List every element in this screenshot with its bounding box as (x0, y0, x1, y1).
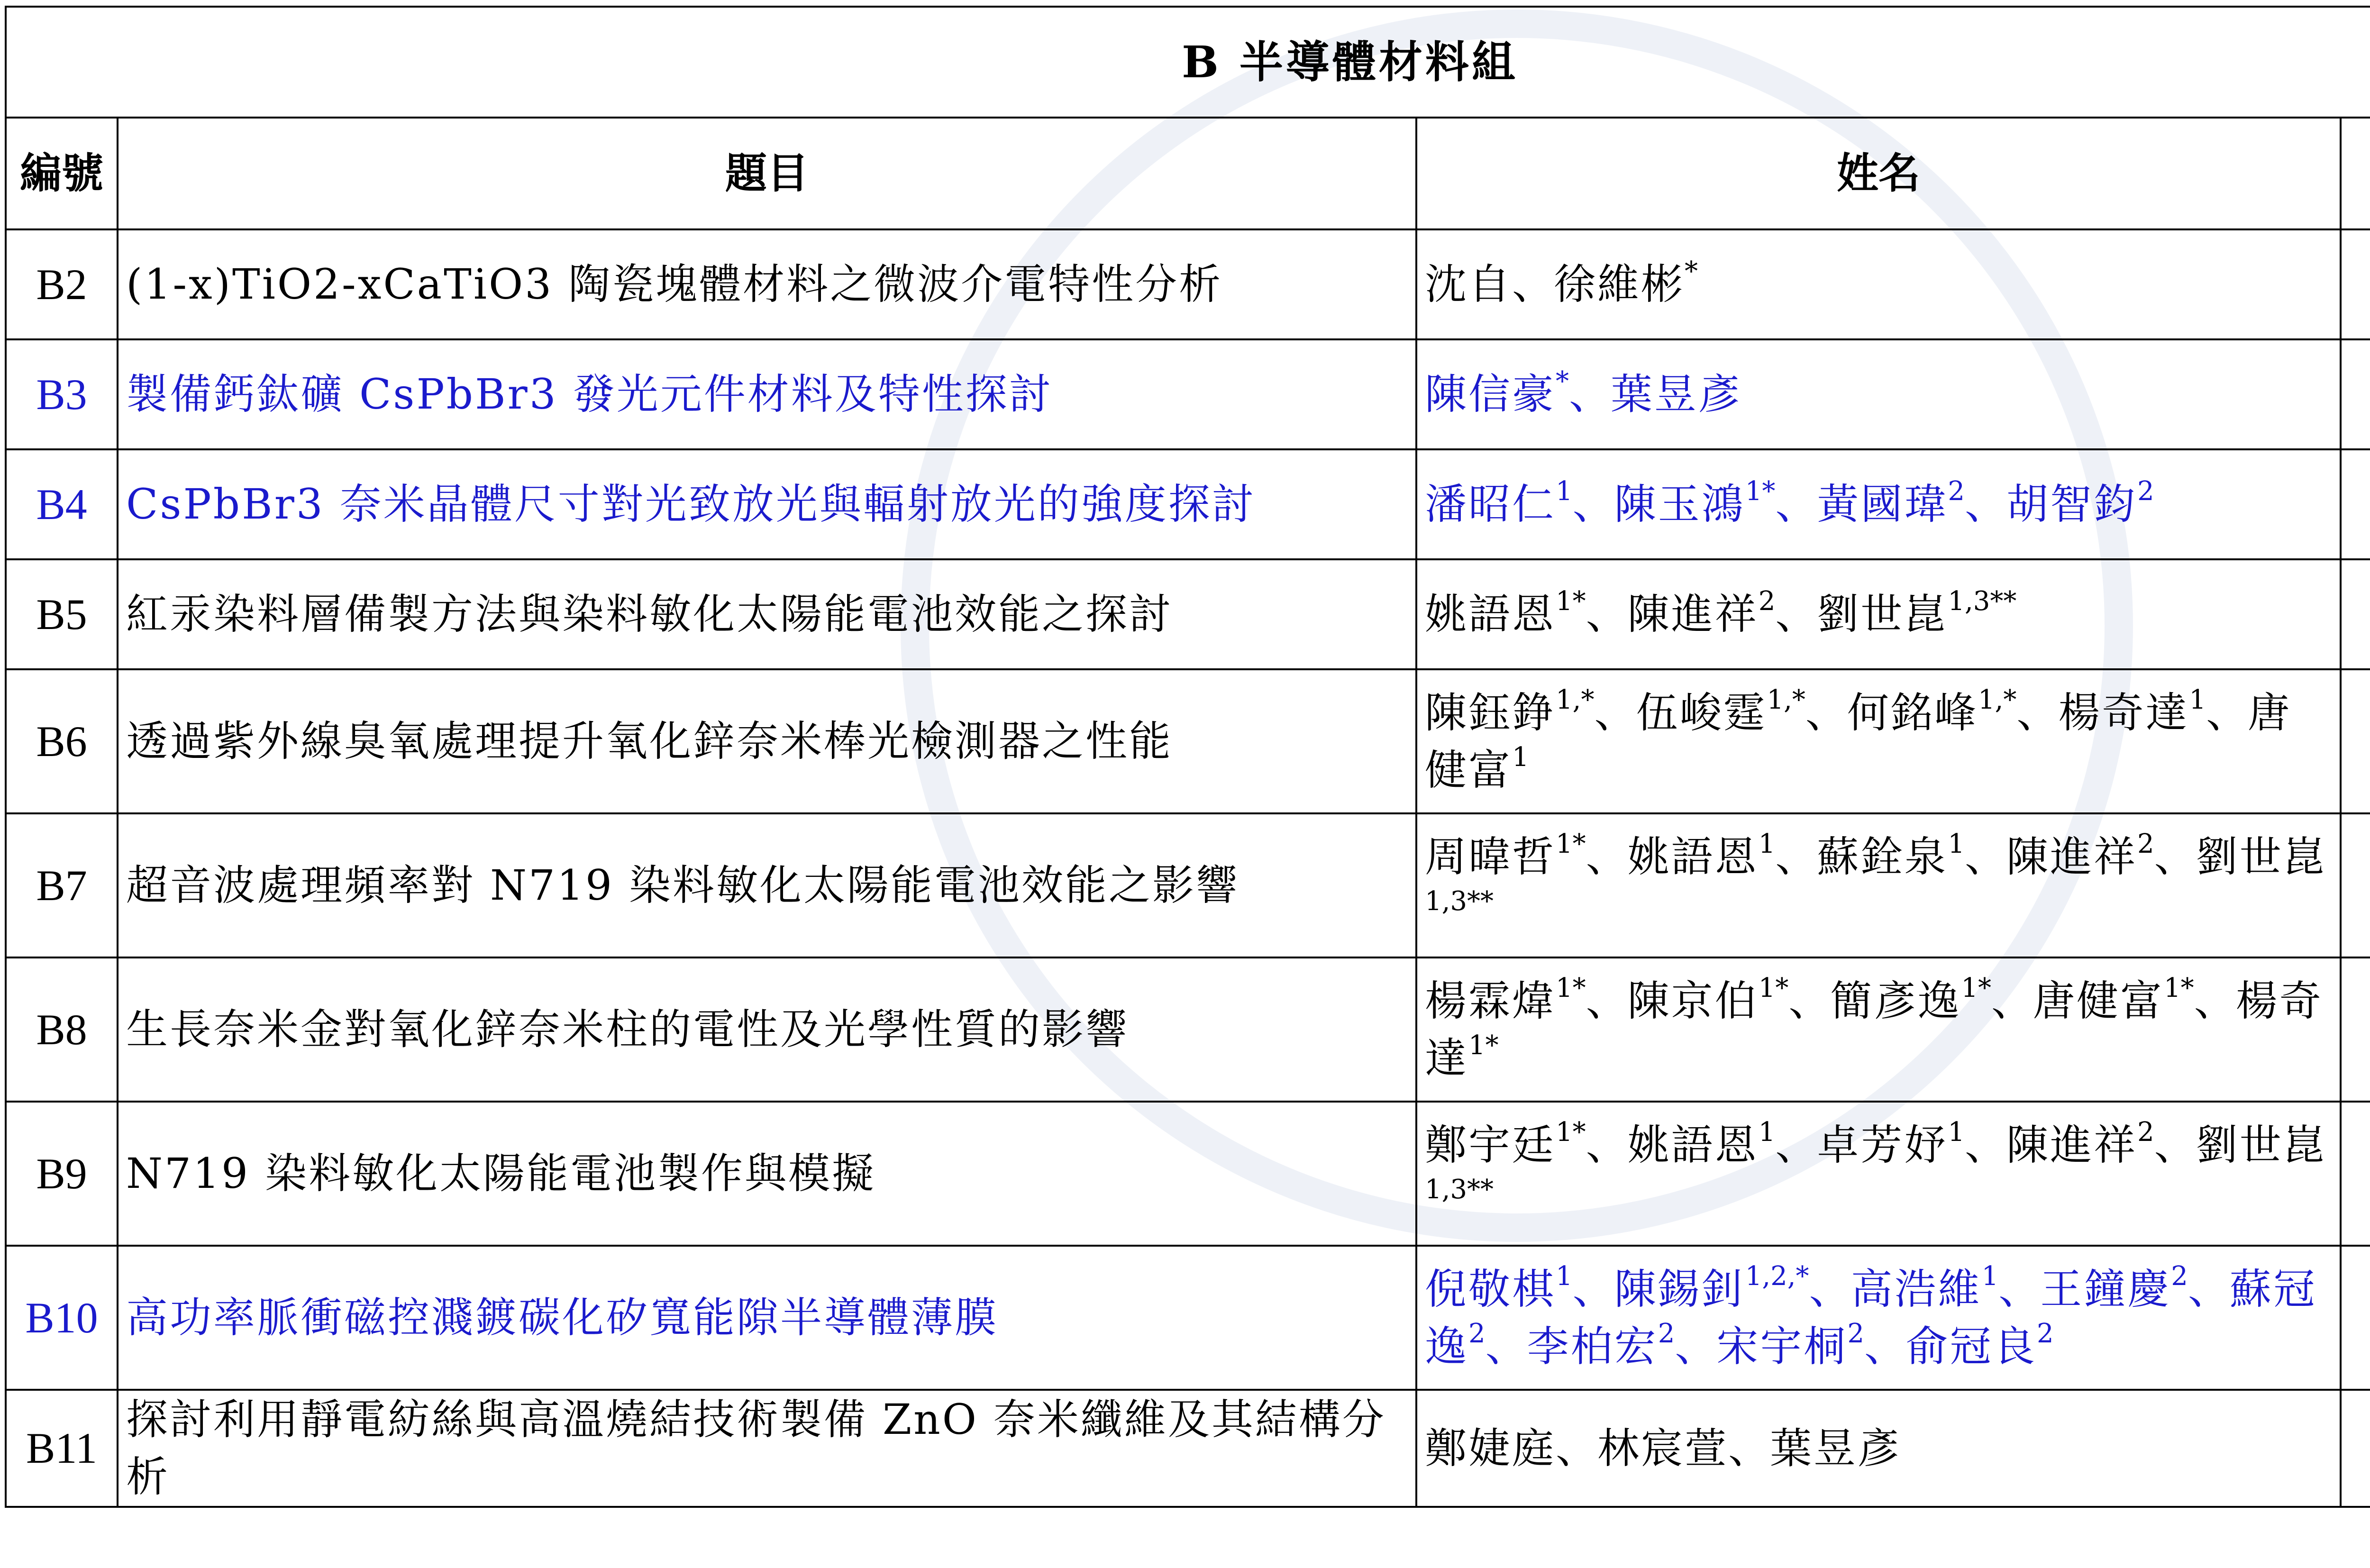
author-affiliation: 1* (1556, 586, 1586, 617)
header-id: 編號 (6, 118, 118, 229)
presentation-type (2341, 1390, 2370, 1507)
author-affiliation: 1 (1948, 828, 1965, 859)
author-list (1416, 449, 2341, 559)
table-row (6, 1390, 2370, 1507)
author-separator: 、 (2206, 688, 2248, 737)
author-separator: 、 (1965, 480, 2007, 529)
author-affiliation: 1* (1745, 476, 1776, 507)
paper-id: B3 (6, 339, 118, 449)
header-type (2341, 118, 2370, 229)
author-name: 周暐哲 (1425, 832, 1556, 881)
author-affiliation: 1* (1468, 1030, 1499, 1061)
header-row (6, 118, 2370, 229)
author-separator: 、 (1556, 1423, 1598, 1473)
author-name: 鄭宇廷 (1425, 1120, 1556, 1169)
author-list (1416, 1390, 2341, 1507)
group-title: B 半導體材料組 (6, 7, 2370, 118)
author-affiliation: 1,* (1556, 684, 1595, 715)
paper-id: B6 (6, 669, 118, 813)
author-separator: 、 (1864, 1322, 1906, 1371)
author-name: 黃國瑋 (1817, 480, 1948, 529)
author-separator: 、 (1675, 1322, 1717, 1371)
author-name: 林宸萱 (1597, 1423, 1729, 1473)
author-name: 李柏宏 (1527, 1322, 1658, 1371)
author-separator: 、 (2194, 976, 2236, 1025)
author-affiliation: 2 (2037, 1318, 2054, 1349)
author-separator: 、 (1775, 480, 1817, 529)
author-affiliation: 1,3** (1425, 1174, 1494, 1205)
table-row (6, 813, 2370, 957)
author-affiliation: * (1685, 256, 1698, 287)
author-name: 陳進祥 (1627, 590, 1759, 639)
table-body (6, 229, 2370, 1507)
author-name: 陳錫釗 (1614, 1264, 1745, 1313)
author-affiliation: 1* (1758, 972, 1789, 1003)
author-separator: 、 (2154, 832, 2196, 881)
author-affiliation: 1,2,* (1745, 1260, 1809, 1292)
author-separator: 、 (1586, 976, 1628, 1025)
author-affiliation: 2 (1948, 476, 1965, 507)
author-affiliation: 2 (1847, 1318, 1864, 1349)
paper-title: N719 染料敏化太陽能電池製作與模擬 (118, 1102, 1416, 1246)
presentation-type (2341, 1246, 2370, 1390)
author-affiliation: 1,* (1767, 684, 1805, 715)
author-name: 鄭婕庭 (1425, 1423, 1556, 1473)
author-separator: 、 (1572, 1264, 1614, 1313)
author-separator: 、 (2016, 688, 2059, 737)
author-list (1416, 1102, 2341, 1246)
author-affiliation: 2 (2137, 476, 2154, 507)
author-affiliation: 1,3** (1425, 885, 1494, 917)
author-affiliation: 1,3** (1948, 586, 2017, 617)
paper-title: CsPbBr3 奈米晶體尺寸對光致放光與輻射放光的強度探討 (118, 449, 1416, 559)
author-name: 沈自 (1425, 260, 1513, 309)
author-name: 楊霖煒 (1425, 976, 1556, 1025)
author-separator: 、 (1965, 832, 2007, 881)
presentation-type (2341, 1102, 2370, 1246)
author-list (1416, 229, 2341, 339)
author-affiliation: 2 (2137, 1116, 2154, 1148)
presentation-type (2341, 813, 2370, 957)
author-separator: 、 (1965, 1120, 2007, 1169)
author-separator: 、 (1586, 832, 1628, 881)
author-name: 劉世崑 (2196, 1120, 2327, 1169)
author-list (1416, 1246, 2341, 1390)
author-separator: 、 (1586, 590, 1628, 639)
author-separator: 、 (1788, 976, 1831, 1025)
author-name: 卓芳妤 (1817, 1120, 1948, 1169)
author-name: 王鐘慶 (2040, 1264, 2171, 1313)
table-row (6, 449, 2370, 559)
presentation-type (2341, 559, 2370, 669)
author-affiliation: 1 (1556, 1260, 1573, 1292)
author-separator: 、 (1728, 1423, 1770, 1473)
author-list (1416, 957, 2341, 1102)
author-separator: 、 (2188, 1264, 2230, 1313)
author-separator: 、 (1569, 370, 1611, 419)
author-affiliation: 1 (1758, 828, 1776, 859)
author-name: 胡智鈞 (2006, 480, 2138, 529)
schedule-table (5, 6, 2370, 1508)
author-separator: 、 (1991, 976, 2033, 1025)
paper-id: B2 (6, 229, 118, 339)
author-name: 簡彥逸 (1830, 976, 1961, 1025)
paper-title: 探討利用靜電紡絲與高溫燒結技術製備 ZnO 奈米纖維及其結構分析 (118, 1390, 1416, 1507)
header-authors: 姓名 (1416, 118, 2341, 229)
paper-title: 製備鈣鈦礦 CsPbBr3 發光元件材料及特性探討 (118, 339, 1416, 449)
table-row (6, 957, 2370, 1102)
author-separator: 、 (1809, 1264, 1851, 1313)
presentation-type (2341, 339, 2370, 449)
paper-title: 生長奈米金對氧化鋅奈米柱的電性及光學性質的影響 (118, 957, 1416, 1102)
table-row (6, 339, 2370, 449)
author-name: 陳進祥 (2006, 1120, 2138, 1169)
paper-id: B11 (6, 1390, 118, 1507)
author-name: 伍峻霆 (1636, 688, 1767, 737)
author-name: 葉昱彥 (1770, 1423, 1901, 1473)
author-affiliation: 1* (1556, 972, 1586, 1003)
author-name: 潘昭仁 (1425, 480, 1556, 529)
author-affiliation: 1* (1556, 828, 1586, 859)
author-name: 陳玉鴻 (1614, 480, 1745, 529)
author-separator: 、 (1775, 1120, 1817, 1169)
presentation-type (2341, 229, 2370, 339)
author-name: 陳京伯 (1627, 976, 1759, 1025)
author-name: 劉世崑 (2196, 832, 2327, 881)
author-name: 蘇銓泉 (1817, 832, 1948, 881)
author-name: 俞冠良 (1906, 1322, 2037, 1371)
author-name: 劉世崑 (1817, 590, 1948, 639)
table-row (6, 1102, 2370, 1246)
author-affiliation: 1 (2189, 684, 2206, 715)
author-list (1416, 559, 2341, 669)
author-name: 徐維彬 (1554, 260, 1685, 309)
author-name: 楊奇達 (2058, 688, 2189, 737)
author-separator: 、 (1594, 688, 1636, 737)
paper-id: B9 (6, 1102, 118, 1246)
author-list (1416, 813, 2341, 957)
author-name: 唐健富 (1425, 688, 2292, 794)
author-affiliation: 1 (1512, 741, 1529, 773)
author-name: 姚語恩 (1425, 590, 1556, 639)
paper-title: 高功率脈衝磁控濺鍍碳化矽寬能隙半導體薄膜 (118, 1246, 1416, 1390)
presentation-type (2341, 449, 2370, 559)
table-row (6, 559, 2370, 669)
author-name: 姚語恩 (1627, 832, 1759, 881)
author-separator: 、 (1512, 260, 1554, 309)
author-separator: 、 (1998, 1264, 2041, 1313)
author-list (1416, 669, 2341, 813)
header-title: 題目 (118, 118, 1416, 229)
author-affiliation: 1 (1948, 1116, 1965, 1148)
author-name: 葉昱彥 (1611, 370, 1742, 419)
author-name: 倪敬棋 (1425, 1264, 1556, 1313)
author-name: 何銘峰 (1847, 688, 1978, 737)
author-name: 楊奇達 (1425, 976, 2323, 1083)
author-affiliation: 1 (1758, 1116, 1776, 1148)
author-name: 姚語恩 (1627, 1120, 1759, 1169)
paper-title: 紅汞染料層備製方法與染料敏化太陽能電池效能之探討 (118, 559, 1416, 669)
author-separator: 、 (1572, 480, 1614, 529)
author-name: 陳進祥 (2006, 832, 2138, 881)
author-affiliation: 2 (2171, 1260, 2188, 1292)
author-separator: 、 (1485, 1322, 1527, 1371)
paper-id: B7 (6, 813, 118, 957)
author-affiliation: 1* (2164, 972, 2194, 1003)
author-separator: 、 (1805, 688, 1847, 737)
author-name: 高浩維 (1850, 1264, 1982, 1313)
table-title-row (6, 7, 2370, 118)
author-name: 陳鈺錚 (1425, 688, 1556, 737)
table-row (6, 669, 2370, 813)
paper-id: B5 (6, 559, 118, 669)
author-affiliation: 1* (1961, 972, 1991, 1003)
author-name: 蘇冠逸 (1425, 1264, 2317, 1371)
paper-id: B8 (6, 957, 118, 1102)
author-affiliation: 1* (1556, 1116, 1586, 1148)
table-row (6, 229, 2370, 339)
author-separator: 、 (1775, 832, 1817, 881)
author-affiliation: 1 (1556, 476, 1573, 507)
author-affiliation: 1,* (1978, 684, 2017, 715)
author-affiliation: * (1556, 366, 1569, 397)
author-name: 宋宇桐 (1716, 1322, 1848, 1371)
table-row (6, 1246, 2370, 1390)
presentation-type (2341, 669, 2370, 813)
paper-title: 超音波處理頻率對 N719 染料敏化太陽能電池效能之影響 (118, 813, 1416, 957)
author-name: 陳信豪 (1425, 370, 1556, 419)
paper-title: 透過紫外線臭氧處理提升氧化鋅奈米棒光檢測器之性能 (118, 669, 1416, 813)
author-affiliation: 2 (2137, 828, 2154, 859)
author-affiliation: 2 (1658, 1318, 1675, 1349)
author-list (1416, 339, 2341, 449)
author-affiliation: 2 (1468, 1318, 1486, 1349)
paper-id: B4 (6, 449, 118, 559)
paper-id: B10 (6, 1246, 118, 1390)
author-name: 唐健富 (2033, 976, 2164, 1025)
author-affiliation: 1 (1981, 1260, 1999, 1292)
paper-title: (1-x)TiO2-xCaTiO3 陶瓷塊體材料之微波介電特性分析 (118, 229, 1416, 339)
author-separator: 、 (1775, 590, 1817, 639)
presentation-type (2341, 957, 2370, 1102)
author-separator: 、 (2154, 1120, 2196, 1169)
author-separator: 、 (1586, 1120, 1628, 1169)
author-affiliation: 2 (1758, 586, 1776, 617)
